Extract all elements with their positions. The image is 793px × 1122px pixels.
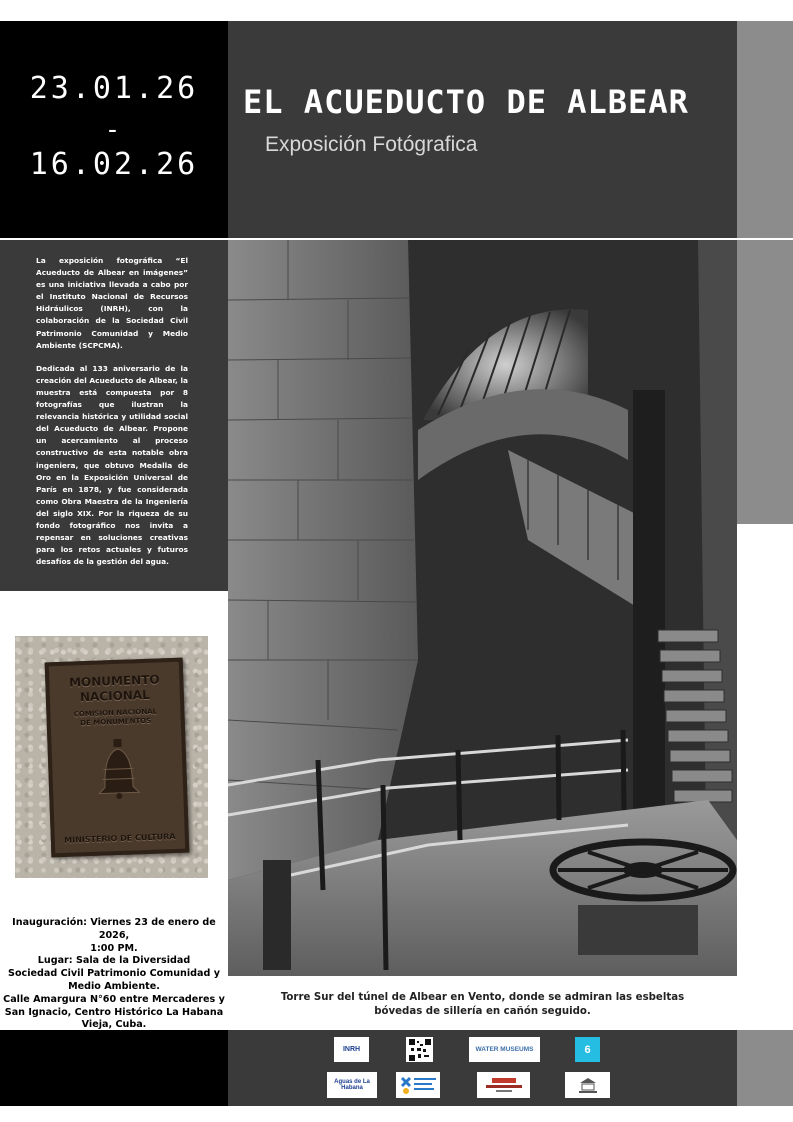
sdg-6-logo: 6 (575, 1037, 600, 1062)
partner-red-icon (482, 1076, 526, 1094)
partner-logo-white (565, 1072, 610, 1098)
qr-code-icon (409, 1039, 431, 1061)
info-line: Lugar: Sala de la Diversidad (37, 955, 191, 967)
caption-line: bóvedas de sillería en cañón seguido. (374, 1006, 591, 1017)
info-line: Sociedad Civil Patrimonio Comunidad y (8, 968, 220, 980)
plaque-text-line: DE MONUMENTOS (80, 716, 152, 728)
info-line: Vieja, Cuba. (81, 1019, 147, 1031)
date-separator: - (104, 115, 124, 145)
partner-building-icon (576, 1075, 600, 1095)
monument-plaque-photo (15, 636, 208, 878)
start-date: 23.01.26 (29, 71, 199, 106)
description-block (0, 240, 228, 591)
photo-illustration (228, 240, 737, 976)
partner-logo-red (477, 1072, 530, 1098)
footer-logos (228, 1030, 737, 1106)
decorative-stripe-top (737, 21, 793, 238)
plaque-text-line: MONUMENTO (68, 672, 160, 690)
footer-left-block (0, 1030, 228, 1106)
inauguration-info (0, 917, 228, 1032)
water-museums-logo: WATER MUSEUMS (469, 1037, 540, 1062)
plaque-text-line: COMISION NACIONAL (73, 707, 158, 719)
photo-caption-area (228, 976, 737, 1030)
photo-caption (228, 991, 737, 1019)
caption-line: Torre Sur del túnel de Albear en Vento, donde se admiran las esbeltas (280, 992, 685, 1003)
aguas-de-la-habana-logo: Aguas de La Habana (327, 1072, 377, 1098)
plaque-text-line: NACIONAL (79, 687, 150, 705)
bell-icon (93, 738, 143, 800)
info-line: Calle Amargura N°60 entre Mercaderes y (3, 993, 225, 1005)
inrh-logo: INRH (334, 1037, 369, 1062)
scpcma-icon (398, 1074, 438, 1096)
description-paragraph: La exposición fotográfica “El Acueducto de Albear en imágenes” es una iniciativa llevada a cabo por el Instituto Nacional de Recursos Hidráulicos (INRH), con la colaboración de la Sociedad Civil Patrimonio Comunidad y Medio Ambiente (SCPCMA). (36, 256, 188, 350)
plaque-text-line: MINISTERIO DE CULTURA (64, 832, 176, 845)
header (228, 21, 737, 238)
page-subtitle: Exposición Fotógrafica (265, 133, 478, 156)
description-paragraph: Dedicada al 133 aniversario de la creación del Acueducto de Albear, la muestra está compuesta por 8 fotografías que ilustran la relevancia histórica y utilidad social del Acueducto de Albear. Propone un acercamiento al proceso constructivo de esta notable obra ingeniera, que obtuvo Medalla de Oro en la Exposición Universal de París en 1878, y fue considerada como Obra Maestra de la Ingeniería del siglo XIX. Por la riqueza de su fondo fotográfico nos invita a repensar en soluciones creativas para los retos actuales y futuros desafíos de la gestión del agua. (36, 363, 188, 567)
info-line: 1:00 PM. (90, 942, 138, 954)
decorative-stripe-middle (737, 240, 793, 524)
plaque-plate (45, 658, 190, 858)
info-line: San Ignacio, Centro Histórico La Habana (4, 1006, 224, 1018)
info-line: Inauguración: Viernes 23 de enero de 2026, (12, 917, 216, 941)
end-date: 16.02.26 (29, 147, 199, 182)
scpcma-logo (396, 1072, 440, 1098)
date-block (0, 21, 228, 238)
page-title: EL ACUEDUCTO DE ALBEAR (243, 83, 689, 121)
info-line: Medio Ambiente. (68, 980, 160, 992)
decorative-stripe-bottom (737, 1030, 793, 1106)
aqueduct-tower-photo (228, 240, 737, 976)
qr-code-logo (406, 1037, 433, 1062)
